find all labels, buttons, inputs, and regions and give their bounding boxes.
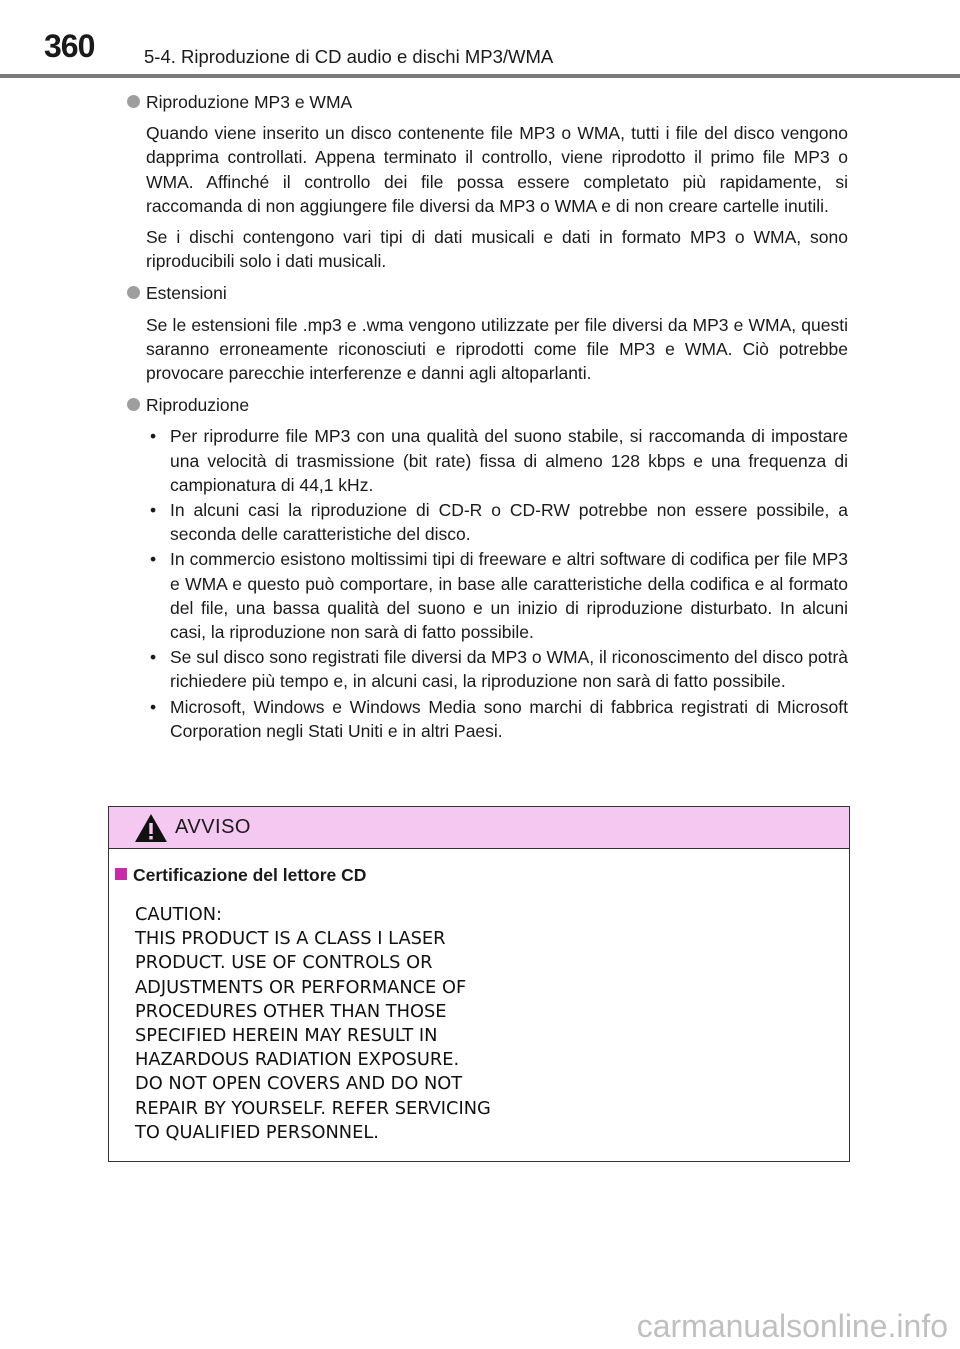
section-title (108, 281, 848, 305)
list-item: • In commercio esistono moltissimi tipi di freeware e altri software di codifica per file MP3 e WMA e questo può comportare, in base alle caratteristiche della codifica e al formato del file, una bassa qualità del suono e un inizio di riproduzione disturbato. In alcuni casi, la riproduzione non sarà di fatto possibile. (146, 547, 848, 644)
warning-subtitle (115, 865, 366, 886)
section-estensioni (108, 281, 848, 385)
list-item: • Se sul disco sono registrati file diversi da MP3 o WMA, il riconoscimento del disco potrà richiedere più tempo e, in alcuni casi, la riproduzione non sarà di fatto possibile. (146, 645, 848, 693)
gray-dot-icon (127, 286, 140, 299)
caution-line: REPAIR BY YOURSELF. REFER SERVICING (135, 1097, 491, 1119)
caution-label (135, 903, 695, 1145)
chapter-title: 5-4. Riproduzione di CD audio e dischi MP3/WMA (144, 46, 554, 67)
list-item: • Per riprodurre file MP3 con una qualità del suono stabile, si raccomanda di impostare una velocità di trasmissione (bit rate) fissa di almeno 128 kbps e una frequenza di campionatura di 44,1 kHz. (146, 424, 848, 497)
warning-triangle-icon (133, 812, 169, 844)
paragraph: Se le estensioni file .mp3 e .wma vengono utilizzate per file diversi da MP3 e WMA, questi saranno erroneamente riconosciuti e riprodotti come file MP3 e WMA. Ciò potrebbe provocare parecchie interferenze e danni agli altoparlanti. (146, 314, 848, 384)
section-title-text: Estensioni (146, 283, 227, 304)
gray-dot-icon (127, 95, 140, 108)
warning-box (108, 806, 850, 1162)
caution-line: HAZARDOUS RADIATION EXPOSURE. (135, 1049, 460, 1071)
section-title (108, 393, 848, 417)
caution-line: SPECIFIED HEREIN MAY RESULT IN (135, 1025, 438, 1047)
warning-title: AVVISO (175, 816, 251, 838)
gray-dot-icon (127, 398, 140, 411)
caution-line: DO NOT OPEN COVERS AND DO NOT (135, 1073, 463, 1095)
page-header (0, 0, 960, 80)
watermark: carmanualsonline.info (636, 1308, 948, 1344)
section-title (108, 90, 848, 114)
paragraph: Quando viene inserito un disco contenente file MP3 o WMA, tutti i file del disco vengono dapprima controllati. Appena terminato il controllo, viene riprodotto il primo file MP3 o WMA. Affinché il controllo dei file possa essere completato più rapidamente, si raccomanda di non aggiungere file diversi da MP3 o WMA e di non creare cartelle inutili. (146, 123, 848, 216)
caution-line: ADJUSTMENTS OR PERFORMANCE OF (135, 976, 467, 998)
magenta-square-icon (115, 868, 127, 880)
warning-header (109, 807, 849, 849)
list-item: • Microsoft, Windows e Windows Media sono marchi di fabbrica registrati di Microsoft Corporation negli Stati Uniti e in altri Paesi. (146, 695, 848, 743)
section-mp3-wma (108, 90, 848, 273)
warning-subtitle-text: Certificazione del lettore CD (133, 865, 367, 885)
caution-line: PRODUCT. USE OF CONTROLS OR (135, 952, 433, 974)
section-riproduzione (108, 393, 848, 743)
caution-line: TO QUALIFIED PERSONNEL. (135, 1121, 379, 1143)
caution-line: THIS PRODUCT IS A CLASS Ⅰ LASER (135, 928, 446, 950)
page-number: 360 (44, 28, 95, 64)
header-rule (0, 74, 960, 78)
section-title-text: Riproduzione MP3 e WMA (146, 92, 353, 112)
bullet-list (146, 424, 848, 743)
list-item: • In alcuni casi la riproduzione di CD-R o CD-RW potrebbe non essere possibile, a seconda delle caratteristiche del disco. (146, 498, 848, 546)
caution-line: PROCEDURES OTHER THAN THOSE (135, 1000, 447, 1022)
caution-line: CAUTION: (135, 904, 222, 925)
main-content (108, 90, 848, 751)
section-title-text: Riproduzione (146, 395, 250, 416)
paragraph: Se i dischi contengono vari tipi di dati musicali e dati in formato MP3 o WMA, sono riproducibili solo i dati musicali. (146, 227, 848, 272)
